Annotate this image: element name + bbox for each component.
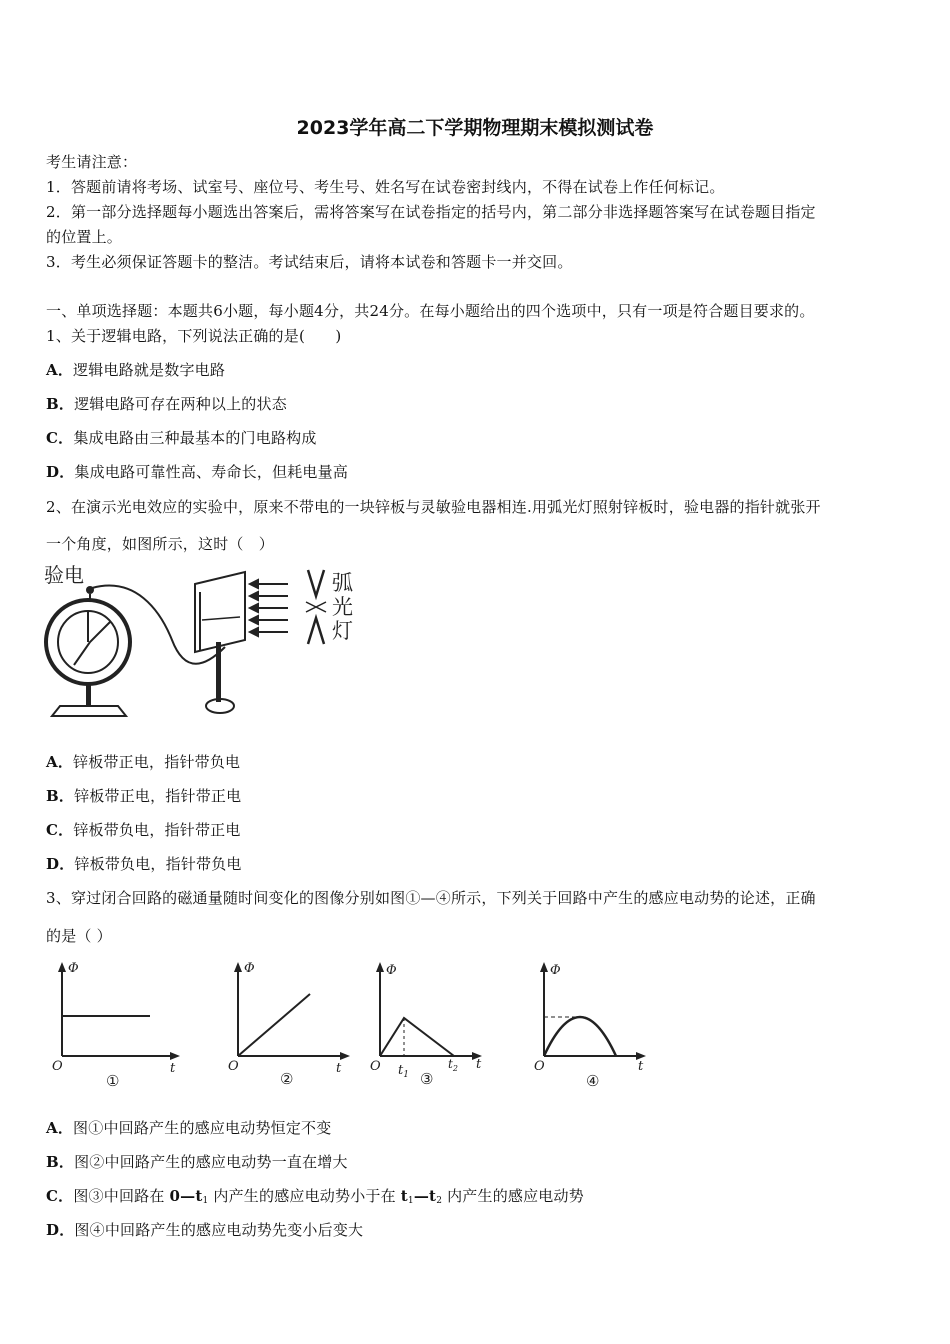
- option-text: 集成电路由三种最基本的门电路构成: [73, 429, 317, 447]
- t2-letter: t: [448, 1057, 453, 1071]
- arc-spark: [306, 602, 326, 612]
- electroscope-label: 验电: [44, 563, 84, 587]
- notice-item-2: 2．第一部分选择题每小题选出答案后，需将答案写在试卷指定的括号内，第二部分非选择题答案写在试卷题目指定: [46, 203, 816, 221]
- t2-label: [448, 1057, 458, 1073]
- lamp-label-2: 光: [332, 595, 353, 619]
- sub-3: 2: [436, 1196, 443, 1206]
- option-key: D．: [46, 855, 75, 873]
- option-text: 图①中回路产生的感应电动势恒定不变: [73, 1119, 332, 1137]
- q1-option-d[interactable]: [46, 462, 348, 482]
- q3-stem-line2: 的是（ ）: [46, 927, 112, 945]
- lamp-label-3: 灯: [332, 619, 353, 643]
- option-key: B．: [46, 1153, 75, 1171]
- notice-item-3: 3．考生必须保证答题卡的整洁。考试结束后，请将本试卷和答题卡一并交回。: [46, 253, 573, 271]
- option-text-c: 内产生的感应电动势: [442, 1187, 584, 1205]
- option-key: D．: [46, 463, 75, 481]
- electroscope-stem: [86, 684, 91, 706]
- flux-graph-2: [226, 958, 366, 1090]
- x-axis-label: t: [476, 1057, 482, 1072]
- q3-option-a[interactable]: [46, 1118, 331, 1138]
- option-key: B．: [46, 395, 75, 413]
- q2-option-d[interactable]: [46, 854, 242, 874]
- option-key: A．: [46, 753, 74, 771]
- q3-option-c[interactable]: [46, 1186, 584, 1211]
- lamp-label-1: 弧: [332, 571, 353, 595]
- q1-option-b[interactable]: [46, 394, 287, 414]
- electroscope-base: [52, 706, 126, 716]
- q3-stem-line1: 3、穿过闭合回路的磁通量随时间变化的图像分别如图①—④所示，下列关于回路中产生的感应电动势的论述，正确: [46, 889, 816, 907]
- option-key: A．: [46, 361, 74, 379]
- option-key: A．: [46, 1119, 74, 1137]
- q3-option-b[interactable]: [46, 1152, 348, 1172]
- option-text: 锌板带负电，指针带负电: [74, 855, 242, 873]
- q2-option-b[interactable]: [46, 786, 241, 806]
- option-text: 逻辑电路可存在两种以上的状态: [74, 395, 287, 413]
- photoelectric-figure: [40, 562, 380, 722]
- sub-1: 1: [202, 1196, 209, 1206]
- option-key: D．: [46, 1221, 75, 1239]
- notice-heading: 考生请注意：: [46, 153, 138, 171]
- origin-label: O: [52, 1059, 63, 1074]
- option-text-b: 内产生的感应电动势小于在: [208, 1187, 401, 1205]
- option-key: C．: [46, 821, 74, 839]
- q2-option-c[interactable]: [46, 820, 241, 840]
- time-dash-t2: —t: [413, 1187, 437, 1205]
- option-key: C．: [46, 1187, 74, 1205]
- option-text: 图②中回路产生的感应电动势一直在增大: [74, 1153, 348, 1171]
- graph-number: ③: [420, 1070, 434, 1088]
- x-axis-label: t: [638, 1059, 644, 1074]
- origin-label: O: [370, 1059, 381, 1074]
- flux-curve: [380, 1018, 454, 1056]
- y-axis-label: Φ: [386, 963, 397, 978]
- flux-curve: [238, 994, 310, 1056]
- option-key: C．: [46, 429, 74, 447]
- origin-label: O: [534, 1059, 545, 1074]
- option-key: B．: [46, 787, 75, 805]
- option-text: 逻辑电路就是数字电路: [73, 361, 226, 379]
- x-axis-label: t: [336, 1061, 342, 1076]
- section-heading: 一、单项选择题：本题共6小题，每小题4分，共24分。在每小题给出的四个选项中，只有一项是符合题目要求的。: [46, 302, 815, 320]
- notice-item-1: 1．答题前请将考场、试室号、座位号、考生号、姓名写在试卷密封线内，不得在试卷上作任何标记。: [46, 178, 725, 196]
- q1-option-a[interactable]: [46, 360, 225, 380]
- t1-label: [398, 1063, 409, 1080]
- electroscope-pointer: [74, 622, 110, 665]
- q3-option-d[interactable]: [46, 1220, 363, 1240]
- notice-item-2-cont: 的位置上。: [46, 228, 123, 246]
- flux-graph-4: [532, 958, 662, 1090]
- sub-2: 1: [407, 1196, 414, 1206]
- zinc-plate: [195, 572, 245, 652]
- q1-stem: 1、关于逻辑电路，下列说法正确的是( ): [46, 327, 342, 345]
- option-text: 锌板带正电，指针带正电: [74, 787, 242, 805]
- t2-subscript: 2: [452, 1064, 458, 1073]
- option-text: 图④中回路产生的感应电动势先变小后变大: [74, 1221, 364, 1239]
- graph-number: ①: [106, 1072, 120, 1090]
- time-0-t1: 0—t: [169, 1187, 203, 1205]
- flux-graph-1: [50, 958, 190, 1090]
- time-t1: t: [400, 1187, 408, 1205]
- origin-label: O: [228, 1059, 239, 1074]
- q2-stem-line1: 2、在演示光电效应的实验中，原来不带电的一块锌板与灵敏验电器相连.用弧光灯照射锌板时，验电器的指针就张开: [46, 498, 821, 516]
- t1-subscript: 1: [403, 1070, 409, 1080]
- graph-number: ②: [280, 1070, 294, 1088]
- option-text: 集成电路可靠性高、寿命长，但耗电量高: [74, 463, 349, 481]
- plate-stand: [216, 642, 221, 702]
- y-axis-label: Φ: [68, 961, 79, 976]
- y-axis-label: Φ: [550, 963, 561, 978]
- x-axis-label: t: [170, 1061, 176, 1076]
- q2-option-a[interactable]: [46, 752, 240, 772]
- flux-graph-3: [368, 958, 498, 1090]
- option-text-a: 图③中回路在: [73, 1187, 170, 1205]
- q1-option-c[interactable]: [46, 428, 317, 448]
- page-title: 2023学年高二下学期物理期末模拟测试卷: [296, 117, 654, 139]
- q2-stem-line2: 一个角度，如图所示，这时（ ）: [46, 535, 275, 553]
- t1-letter: t: [398, 1063, 404, 1078]
- graph-number: ④: [586, 1072, 600, 1090]
- y-axis-label: Φ: [244, 961, 255, 976]
- light-rays: [250, 580, 288, 636]
- option-text: 锌板带正电，指针带负电: [73, 753, 241, 771]
- option-text: 锌板带负电，指针带正电: [73, 821, 241, 839]
- flux-curve: [544, 1017, 616, 1056]
